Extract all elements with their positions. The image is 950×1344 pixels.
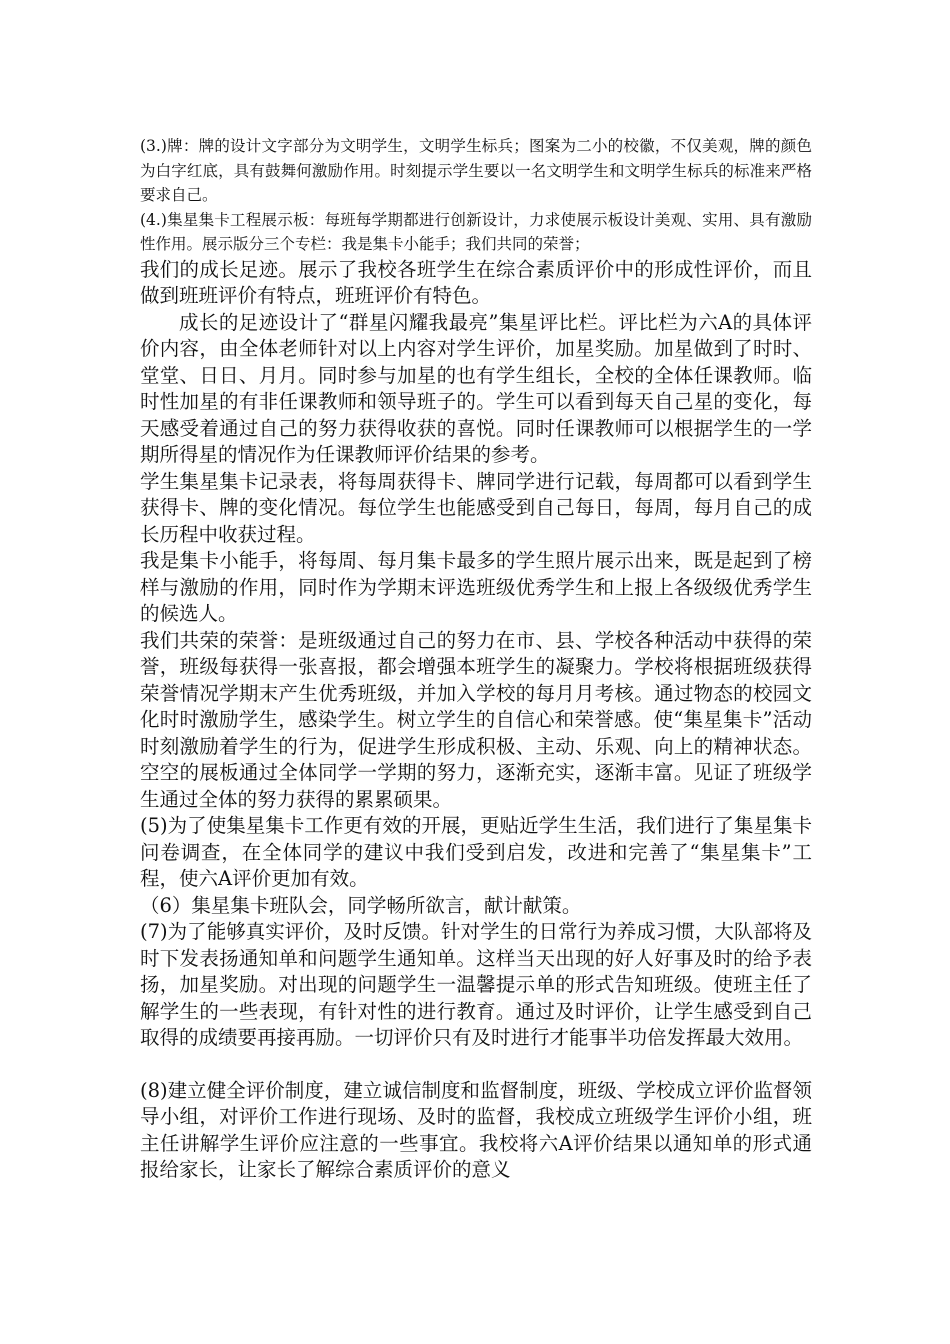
paragraph-3-plaque: (3.)牌：牌的设计文字部分为文明学生，文明学生标兵；图案为二小的校徽，不仅美观，牌的颜色为白字红底，具有鼓舞何激励作用。时刻提示学生要以一名文明学生和文明学生标兵的标准来严格要求自己。 (140, 137, 812, 204)
paragraph-growth-footprints: 我们的成长足迹。展示了我校各班学生在综合素质评价中的形成性评价，而且做到班班评价有特点，班班评价有特色。 (140, 257, 812, 307)
paragraph-star-ranking: 成长的足迹设计了“群星闪耀我最亮”集星评比栏。评比栏为六A的具体评价内容，由全体老师针对以上内容对学生评价，加星奖励。加星做到了时时、堂堂、日日、月月。同时参与加星的也有学生组长，全校的全体任课教师。临时性加星的有非任课教师和领导班子的。学生可以看到每天自己星的变化，每天感受着通过自己的努力获得收获的喜悦。同时任课教师可以根据学生的一学期所得星的情况作为任课教师评价结果的参考。 (140, 310, 812, 466)
paragraph-7-feedback: (7)为了能够真实评价，及时反馈。针对学生的日常行为养成习惯，大队部将及时下发表扬通知单和问题学生通知单。这样当天出现的好人好事及时的给予表扬，加星奖励。对出现的问题学生一温馨提示单的形式告知班级。使班主任了解学生的一些表现，有针对性的进行教育。通过及时评价，让学生感受到自己取得的成绩要再接再励。一切评价只有及时进行才能事半功倍发挥最大效用。 (140, 920, 812, 1049)
paragraph-shared-honor: 我们共荣的荣誉：是班级通过自己的努力在市、县、学校各种活动中获得的荣誉，班级每获得一张喜报，都会增强本班学生的凝聚力。学校将根据班级获得荣誉情况学期末产生优秀班级，并加入学校的每月月考核。通过物态的校园文化时时激励学生，感染学生。树立学生的自信心和荣誉感。使“集星集卡”活动时刻激励着学生的行为，促进学生形成积极、主动、乐观、向上的精神状态。空空的展板通过全体同学一学期的努力，逐渐充实，逐渐丰富。见证了班级学生通过全体的努力获得的累累硕果。 (140, 628, 812, 811)
paragraph-6-class-meeting: （6）集星集卡班队会，同学畅所欲言，献计献策。 (140, 893, 582, 917)
paragraph-4-display-board: (4.)集星集卡工程展示板：每班每学期都进行创新设计，力求使展示板设计美观、实用、具有激励性作用。展示版分三个专栏：我是集卡小能手；我们共同的荣誉； (140, 210, 812, 253)
paragraph-record-table: 学生集星集卡记录表，将每周获得卡、牌同学进行记载，每周都可以看到学生获得卡、牌的变化情况。每位学生也能感受到自己每日，每周，每月自己的成长历程中收获过程。 (140, 469, 812, 546)
document-body (140, 134, 812, 1184)
paragraph-card-champion: 我是集卡小能手，将每周、每月集卡最多的学生照片展示出来，既是起到了榜样与激励的作用，同时作为学期末评选班级优秀学生和上报上各级级优秀学生的候选人。 (140, 549, 812, 625)
paragraph-8-system: (8)建立健全评价制度，建立诚信制度和监督制度，班级、学校成立评价监督领导小组，对评价工作进行现场、及时的监督，我校成立班级学生评价小组，班主任讲解学生评价应注意的一些事宜。我校将六A评价结果以通知单的形式通报给家长，让家长了解综合素质评价的意义 (140, 1078, 812, 1181)
paragraph-5-survey: (5)为了使集星集卡工作更有效的开展，更贴近学生生活，我们进行了集星集卡问卷调查，在全体同学的建议中我们受到启发，改进和完善了“集星集卡”工程，使六A评价更加有效。 (140, 814, 812, 890)
